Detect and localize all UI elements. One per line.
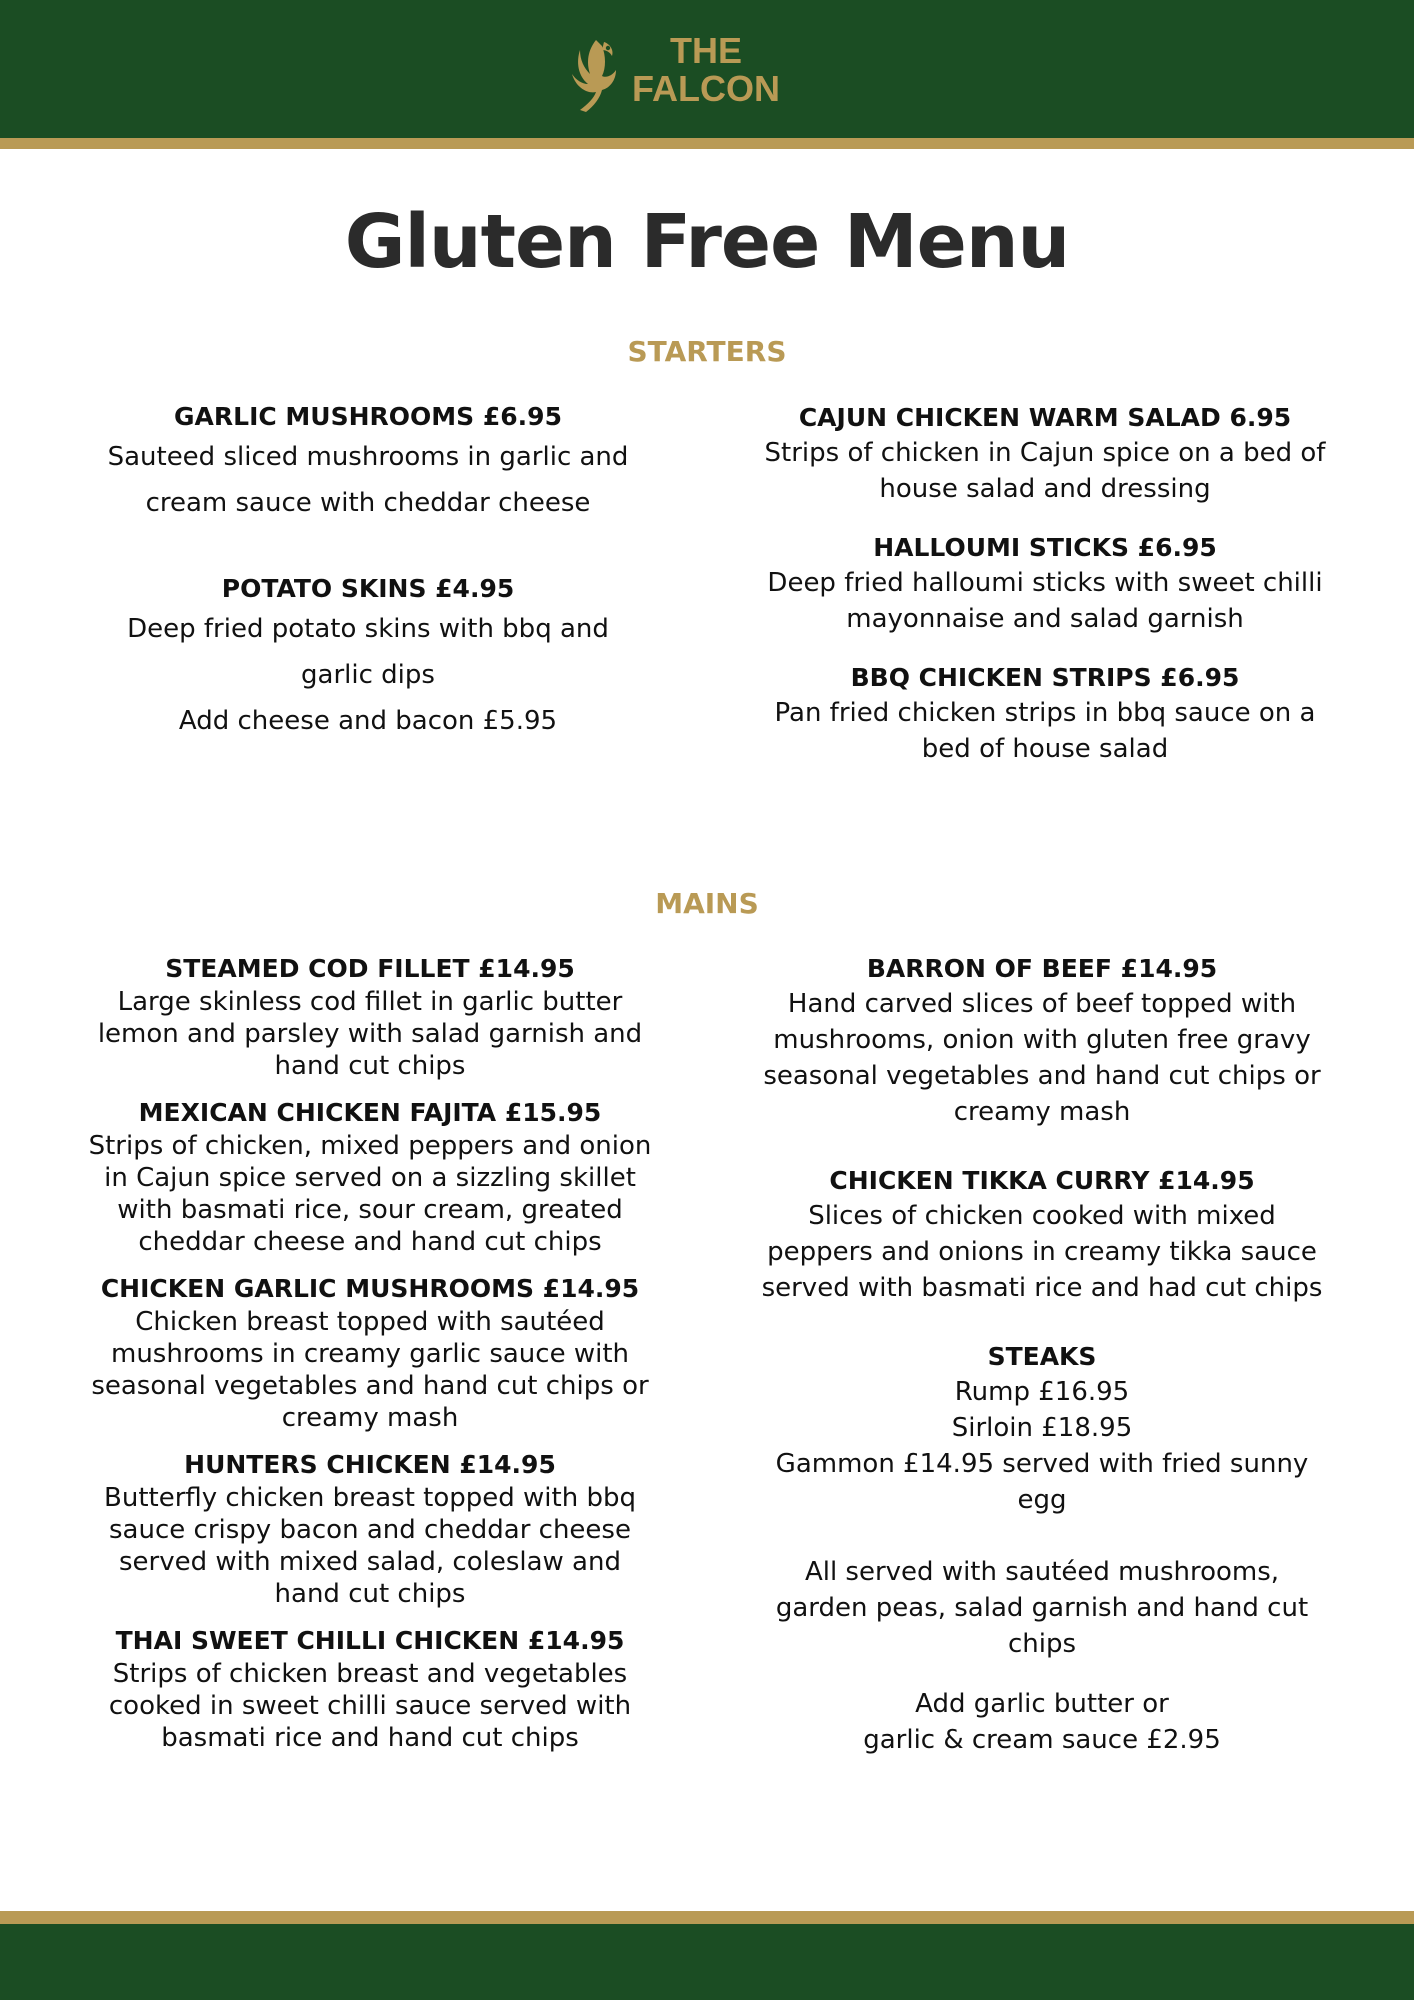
description-line: Deep fried halloumi sticks with sweet chilli [767,568,1323,598]
description-line: Sirloin £18.95 [951,1413,1133,1443]
description-line: sauce crispy bacon and cheddar cheese [109,1515,631,1545]
brand-line-2: FALCON [632,68,780,109]
footer-bar [0,1924,1414,2000]
item-name: CAJUN CHICKEN WARM SALAD 6.95 [798,403,1292,432]
mains-left-column [50,952,690,1754]
description-line: Chicken breast topped with sautéed [135,1307,605,1337]
item-name: STEAMED COD FILLET £14.95 [165,954,575,983]
menu-item-potato-skins [60,572,676,744]
description-line: bed of house salad [921,734,1169,764]
mains-right-column [722,952,1362,1758]
item-description [50,1658,690,1754]
description-line: mushrooms in creamy garlic sauce with [111,1339,629,1369]
description-line: Strips of chicken, mixed peppers and onion [88,1131,652,1161]
starters-left-column [60,400,676,744]
item-name: BARRON OF BEEF £14.95 [866,954,1218,983]
item-name: STEAKS [987,1342,1097,1371]
description-line: Deep fried potato skins with bbq and [127,614,609,644]
falcon-icon [566,32,626,116]
menu-item-thai-sweet-chilli-chicken [50,1624,690,1754]
menu-item-steaks [722,1340,1362,1758]
description-line: Rump £16.95 [954,1377,1130,1407]
item-description [50,1130,690,1258]
description-line: cooked in sweet chilli sauce served with [108,1691,632,1721]
item-name: BBQ CHICKEN STRIPS £6.95 [850,663,1240,692]
item-name: HALLOUMI STICKS £6.95 [873,533,1217,562]
item-description [722,1198,1362,1306]
description-line: Large skinless cod fillet in garlic butter [117,987,623,1017]
description-line: served with mixed salad, coleslaw and [119,1547,621,1577]
item-description [730,695,1360,767]
menu-item-garlic-mushrooms [60,400,676,526]
mains-heading: MAINS [655,887,759,920]
description-line: Hand carved slices of beef topped with [787,989,1297,1019]
description-line: cream sauce with cheddar cheese [145,488,591,518]
menu-item-bbq-chicken-strips [730,661,1360,767]
item-name: CHICKEN GARLIC MUSHROOMS £14.95 [100,1274,640,1303]
description-line: garlic & cream sauce £2.95 [863,1725,1221,1755]
brand-line-1: THE [670,30,742,71]
item-description [722,1374,1362,1518]
description-line: egg [1017,1485,1067,1515]
description-line: peppers and onions in creamy tikka sauce [767,1237,1317,1267]
menu-item-hunters-chicken [50,1448,690,1610]
description-line: Gammon £14.95 served with fried sunny [775,1449,1309,1479]
item-name: CHICKEN TIKKA CURRY £14.95 [829,1166,1255,1195]
starters-heading: STARTERS [627,335,787,368]
item-description [730,435,1360,507]
menu-item-mexican-fajita [50,1096,690,1258]
header-stripe [0,138,1414,149]
starters-right-column [730,401,1360,767]
menu-item-cajun-chicken-salad [730,401,1360,507]
description-line: creamy mash [281,1403,459,1433]
description-line: with basmati rice, sour cream, greated [117,1195,623,1225]
description-line: Butterfly chicken breast topped with bbq [104,1483,636,1513]
description-line: garden peas, salad garnish and hand cut [775,1593,1309,1623]
description-line: chips [1007,1629,1077,1659]
menu-item-barron-of-beef [722,952,1362,1130]
steaks-add-sauce-note [722,1686,1362,1758]
page-title: Gluten Free Menu [344,199,1070,285]
item-name: THAI SWEET CHILLI CHICKEN £14.95 [115,1626,625,1655]
item-description [730,565,1360,637]
description-line: Pan fried chicken strips in bbq sauce on a [774,698,1316,728]
item-description [50,1306,690,1434]
description-line: served with basmati rice and had cut chips [761,1273,1323,1303]
menu-item-steamed-cod [50,952,690,1082]
description-line: Strips of chicken breast and vegetables [112,1659,628,1689]
description-line: house salad and dressing [879,474,1211,504]
description-line: seasonal vegetables and hand cut chips or [91,1371,649,1401]
item-description [60,434,676,526]
menu-item-chicken-tikka-curry [722,1164,1362,1306]
menu-item-halloumi-sticks [730,531,1360,637]
item-name: GARLIC MUSHROOMS £6.95 [174,402,562,431]
item-description [722,986,1362,1130]
description-line: Add cheese and bacon £5.95 [178,706,558,736]
header-bar [0,0,1414,138]
description-line: seasonal vegetables and hand cut chips or [763,1061,1321,1091]
description-line: mushrooms, onion with gluten free gravy [773,1025,1311,1055]
item-name: HUNTERS CHICKEN £14.95 [184,1450,556,1479]
brand-wordmark [632,32,780,108]
description-line: hand cut chips [274,1051,466,1081]
description-line: All served with sautéed mushrooms, [804,1557,1280,1587]
description-line: cheddar cheese and hand cut chips [138,1227,602,1257]
description-line: basmati rice and hand cut chips [161,1723,579,1753]
description-line: mayonnaise and salad garnish [846,604,1244,634]
description-line: Add garlic butter or [915,1689,1169,1719]
item-name: MEXICAN CHICKEN FAJITA £15.95 [138,1098,602,1127]
description-line: lemon and parsley with salad garnish and [97,1019,643,1049]
menu-item-chicken-garlic-mushrooms [50,1272,690,1434]
description-line: in Cajun spice served on a sizzling skillet [104,1163,636,1193]
item-description [60,606,676,744]
steaks-served-note [722,1554,1362,1662]
description-line: Sauteed sliced mushrooms in garlic and [107,442,629,472]
footer-stripe [0,1911,1414,1924]
brand-logo[interactable] [566,28,806,120]
description-line: garlic dips [301,660,435,690]
description-line: Slices of chicken cooked with mixed [808,1201,1276,1231]
description-line: Strips of chicken in Cajun spice on a bed of [764,438,1326,468]
description-line: creamy mash [953,1097,1131,1127]
description-line: hand cut chips [274,1579,466,1609]
item-description [50,1482,690,1610]
item-description [50,986,690,1082]
item-name: POTATO SKINS £4.95 [221,574,515,603]
